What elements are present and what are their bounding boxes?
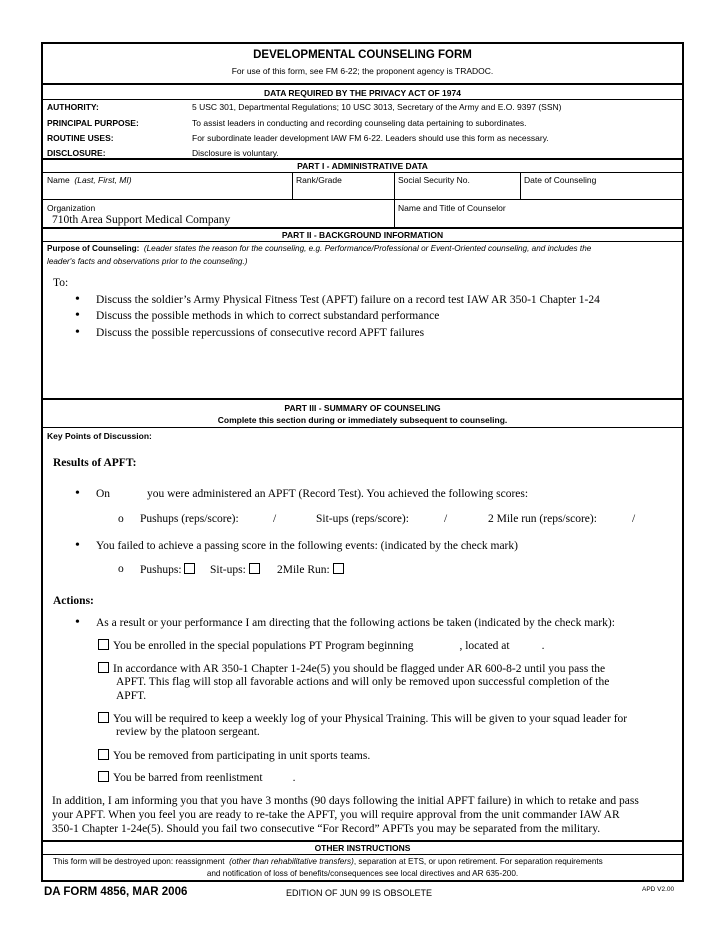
routine-uses-text: For subordinate leader development IAW FM 6-22. Leaders should use this form as necessary.: [192, 133, 549, 143]
name-field[interactable]: [47, 175, 132, 185]
addition-line3: 350-1 Chapter 1-24e(5). Should you fail two consecutive “For Record” APFTs you may be separated from the military.: [52, 823, 601, 835]
routine-uses-label: ROUTINE USES:: [47, 133, 114, 143]
edition-note: EDITION OF JUN 99 IS OBSOLETE: [286, 888, 433, 898]
privacy-heading: DATA REQUIRED BY THE PRIVACY ACT OF 1974: [264, 88, 461, 98]
situps-score-label: Sit-ups (reps/score):: [316, 513, 409, 525]
actions-intro-text: As a result or your performance I am directing that the following actions be taken (indicated by the check mark):: [96, 617, 615, 629]
action-pt-log-line2: review by the platoon sergeant.: [116, 726, 260, 738]
other-line1-b: (other than rehabilitative transfers): [229, 857, 354, 866]
divider: [43, 427, 682, 428]
divider: [43, 99, 682, 100]
checkbox-icon[interactable]: [98, 712, 109, 723]
other-line1-a: This form will be destroyed upon: reassignment: [53, 857, 225, 866]
checkbox-icon[interactable]: [184, 563, 195, 574]
action-pt-program-text: You be enrolled in the special populations PT Program beginning: [113, 640, 414, 652]
situps-score-slash[interactable]: /: [444, 513, 448, 525]
action-pt-log[interactable]: [98, 712, 627, 725]
bullet-icon: •: [75, 538, 80, 553]
date-field[interactable]: Date of Counseling: [524, 175, 597, 185]
checkbox-icon[interactable]: [98, 662, 109, 673]
divider: [43, 158, 682, 160]
part1-heading: PART I - ADMINISTRATIVE DATA: [297, 161, 428, 171]
fail-situps-option[interactable]: [210, 563, 264, 576]
form-id: DA FORM 4856, MAR 2006: [44, 886, 188, 898]
bullet-icon: •: [75, 615, 80, 630]
actions-heading: Actions:: [53, 595, 94, 607]
part2-heading: PART II - BACKGROUND INFORMATION: [281, 230, 444, 240]
fail-situps-label: Sit-ups:: [210, 564, 246, 576]
divider: [520, 172, 521, 199]
circle-bullet-icon: o: [118, 563, 124, 575]
action-pt-log-line1: You will be required to keep a weekly log of your Physical Training. This will be given to your squad leader for: [113, 713, 628, 725]
circle-bullet-icon: o: [118, 513, 124, 525]
action-flag[interactable]: [98, 662, 605, 675]
part3-subheading: Complete this section during or immediately subsequent to counseling.: [217, 415, 508, 425]
action-pt-program-location: , located at: [459, 640, 510, 652]
divider: [43, 854, 682, 855]
rank-field[interactable]: Rank/Grade: [296, 175, 342, 185]
bullet-icon: •: [75, 486, 80, 501]
checkbox-icon[interactable]: [333, 563, 344, 574]
pushups-score-slash[interactable]: /: [273, 513, 277, 525]
action-bar-reenlistment[interactable]: [98, 771, 295, 784]
action-pt-program[interactable]: [98, 639, 544, 652]
action-flag-line2: APFT. This flag will stop all favorable actions and will only be removed upon successful completion of the: [116, 676, 610, 688]
form-title: DEVELOPMENTAL COUNSELING FORM: [253, 49, 472, 61]
addition-line1: In addition, I am informing you that you have 3 months (90 days following the initial APFT failure) in which to retake and pass: [52, 795, 639, 807]
addition-line2: your APFT. When you feel you are ready to re-take the APFT, you will require approval from the unit commander IAW AR: [52, 809, 620, 821]
apft-administered-text: you were administered an APFT (Record Test). You achieved the following scores:: [147, 488, 529, 500]
checkbox-icon[interactable]: [98, 771, 109, 782]
fail-pushups-label: Pushups:: [140, 564, 182, 576]
purpose-hint-continued: leader's facts and observations prior to the counseling.): [47, 257, 248, 266]
checkbox-icon[interactable]: [249, 563, 260, 574]
divider: [43, 83, 682, 85]
authority-label: AUTHORITY:: [47, 102, 99, 112]
divider: [43, 840, 682, 842]
key-points-label: Key Points of Discussion:: [47, 431, 152, 441]
ssn-field[interactable]: Social Security No.: [398, 175, 470, 185]
divider: [43, 241, 682, 242]
action-sports[interactable]: [98, 749, 370, 762]
counselor-field[interactable]: Name and Title of Counselor: [398, 203, 506, 213]
checkbox-icon[interactable]: [98, 749, 109, 760]
bullet-icon: •: [75, 292, 80, 307]
results-heading: Results of APFT:: [53, 457, 137, 469]
run-score-label: 2 Mile run (reps/score):: [488, 513, 597, 525]
authority-text: 5 USC 301, Departmental Regulations; 10 USC 3013, Secretary of the Army and E.O. 9397 (SSN): [192, 102, 562, 112]
action-sports-text: You be removed from participating in unit sports teams.: [113, 750, 371, 762]
other-line1-c: , separation at ETS, or upon retirement. For separation requirements: [353, 857, 603, 866]
purpose-of-counseling-label: Purpose of Counseling:: [47, 244, 140, 253]
background-bullet: Discuss the possible repercussions of consecutive record APFT failures: [96, 327, 425, 339]
bullet-icon: •: [75, 325, 80, 340]
action-pt-program-end: .: [541, 640, 545, 652]
other-instructions-line1: [53, 857, 603, 866]
divider: [43, 398, 682, 400]
purpose-label: PRINCIPAL PURPOSE:: [47, 118, 139, 128]
purpose-of-counseling: [47, 244, 591, 253]
action-bar-reenlistment-text: You be barred from reenlistment: [113, 772, 263, 784]
other-instructions-line2: and notification of loss of benefits/consequences see local directives and AR 635-200.: [206, 869, 519, 878]
purpose-text: To assist leaders in conducting and recording counseling data pertaining to subordinates.: [192, 118, 527, 128]
organization-label: Organization: [47, 203, 96, 213]
action-bar-reenlistment-end: .: [292, 772, 296, 784]
purpose-hint: (Leader states the reason for the counseling, e.g. Performance/Professional or Event-Oriented counseling, and includes the: [143, 244, 592, 253]
background-bullet: Discuss the soldier’s Army Physical Fitness Test (APFT) failure on a record test IAW AR 350-1 Chapter 1-24: [96, 294, 600, 306]
on-label: On: [96, 488, 111, 500]
form-subtitle: For use of this form, see FM 6-22; the proponent agency is TRADOC.: [231, 66, 494, 76]
disclosure-label: DISCLOSURE:: [47, 148, 106, 158]
action-flag-line3: APFT.: [116, 690, 147, 702]
fail-run-label: 2Mile Run:: [277, 564, 330, 576]
name-hint: (Last, First, MI): [74, 175, 132, 185]
disclosure-text: Disclosure is voluntary.: [192, 148, 279, 158]
divider: [43, 199, 682, 200]
fail-pushups-option[interactable]: [140, 563, 199, 576]
counseling-form: [41, 42, 684, 882]
version-label: APD V2.00: [642, 886, 675, 893]
action-flag-line1: In accordance with AR 350-1 Chapter 1-24e(5) you should be flagged under AR 600-8-2 until you pass the: [113, 663, 606, 675]
run-score-slash[interactable]: /: [632, 513, 636, 525]
pushups-score-label: Pushups (reps/score):: [140, 513, 239, 525]
name-label: Name: [47, 175, 70, 185]
background-bullet: Discuss the possible methods in which to correct substandard performance: [96, 310, 440, 322]
other-instructions-heading: OTHER INSTRUCTIONS: [314, 843, 411, 853]
checkbox-icon[interactable]: [98, 639, 109, 650]
to-label: To:: [53, 277, 69, 289]
organization-value[interactable]: 710th Area Support Medical Company: [52, 214, 231, 226]
fail-run-option[interactable]: [277, 563, 348, 576]
part3-heading: PART III - SUMMARY OF COUNSELING: [284, 403, 441, 413]
divider: [43, 227, 682, 229]
failed-events-text: You failed to achieve a passing score in the following events: (indicated by the check mark): [96, 540, 518, 552]
bullet-icon: •: [75, 308, 80, 323]
divider: [43, 172, 682, 173]
divider: [292, 172, 293, 199]
